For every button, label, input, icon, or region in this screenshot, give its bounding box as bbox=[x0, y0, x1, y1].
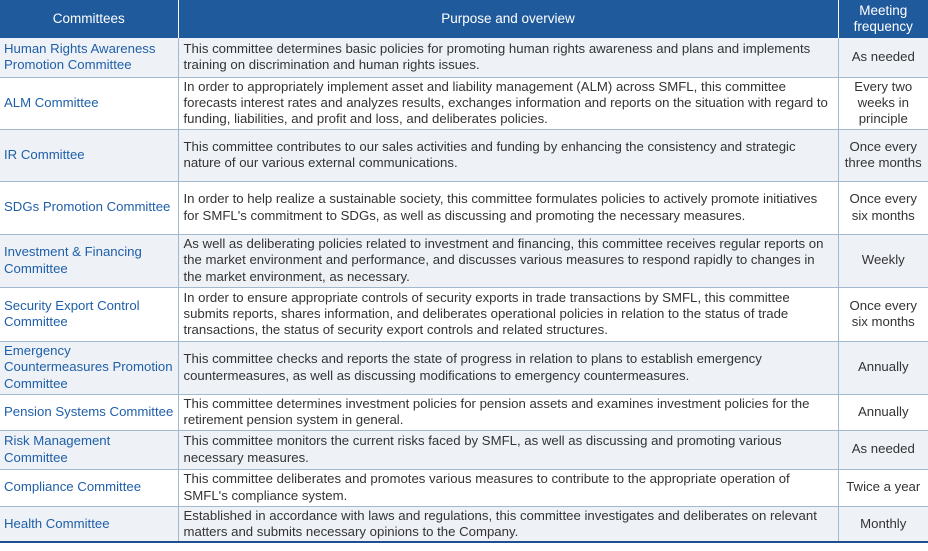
committee-purpose: This committee contributes to our sales activities and funding by enhancing the consistency and strategic nature of our various external communications. bbox=[178, 129, 838, 181]
table-row bbox=[0, 506, 928, 542]
meeting-frequency: Annually bbox=[838, 394, 928, 430]
meeting-frequency: As needed bbox=[838, 430, 928, 469]
meeting-frequency: As needed bbox=[838, 38, 928, 77]
committee-purpose: As well as deliberating policies related to investment and financing, this committee receives regular reports on the market environment and performance, and discusses various measures to respond rapidly to changes in the market environment, as necessary. bbox=[178, 234, 838, 287]
meeting-frequency: Once every six months bbox=[838, 181, 928, 234]
committee-purpose: This committee monitors the current risks faced by SMFL, as well as discussing and promoting various necessary measures. bbox=[178, 430, 838, 469]
header-purpose: Purpose and overview bbox=[178, 0, 838, 38]
committee-purpose: This committee determines investment policies for pension assets and examines investment policies for the retirement pension system in general. bbox=[178, 394, 838, 430]
header-committees: Committees bbox=[0, 0, 178, 38]
header-frequency: Meeting frequency bbox=[838, 0, 928, 38]
committee-name: Risk Management Committee bbox=[0, 430, 178, 469]
meeting-frequency: Once every six months bbox=[838, 287, 928, 341]
table-row bbox=[0, 394, 928, 430]
committee-purpose: In order to appropriately implement asset and liability management (ALM) across SMFL, this committee forecasts interest rates and analyzes results, exchanges information and reports on the situation with regard to funding, liabilities, and profit and loss, and deliberates policies. bbox=[178, 77, 838, 129]
table-row bbox=[0, 469, 928, 506]
committee-purpose: Established in accordance with laws and regulations, this committee investigates and deliberates on relevant matters and submits necessary opinions to the Company. bbox=[178, 506, 838, 542]
committee-name: ALM Committee bbox=[0, 77, 178, 129]
committee-purpose: This committee deliberates and promotes various measures to contribute to the appropriate operation of SMFL's compliance system. bbox=[178, 469, 838, 506]
committee-name: Compliance Committee bbox=[0, 469, 178, 506]
committee-purpose: In order to ensure appropriate controls of security exports in trade transactions by SMFL, this committee submits reports, shares information, and deliberates operational policies in relation to the status of trade transactions, the status of security export controls and related structures. bbox=[178, 287, 838, 341]
table-row bbox=[0, 430, 928, 469]
committee-name: Investment & Financing Committee bbox=[0, 234, 178, 287]
committee-name: Human Rights Awareness Promotion Committee bbox=[0, 38, 178, 77]
committee-purpose: In order to help realize a sustainable society, this committee formulates policies to actively promote initiatives for SMFL's commitment to SDGs, as well as discussing and promoting the necessary measures. bbox=[178, 181, 838, 234]
meeting-frequency: Monthly bbox=[838, 506, 928, 542]
committee-name: Pension Systems Committee bbox=[0, 394, 178, 430]
table-row bbox=[0, 77, 928, 129]
meeting-frequency: Annually bbox=[838, 341, 928, 394]
committee-purpose: This committee checks and reports the state of progress in relation to plans to establish emergency countermeasures, as well as discussing modifications to emergency countermeasures. bbox=[178, 341, 838, 394]
committee-name: Emergency Countermeasures Promotion Committee bbox=[0, 341, 178, 394]
table-row bbox=[0, 38, 928, 77]
table-row bbox=[0, 129, 928, 181]
meeting-frequency: Once every three months bbox=[838, 129, 928, 181]
table-header-row bbox=[0, 0, 928, 38]
table-row bbox=[0, 234, 928, 287]
table-row bbox=[0, 181, 928, 234]
committee-purpose: This committee determines basic policies for promoting human rights awareness and plans and implements training on discrimination and human rights issues. bbox=[178, 38, 838, 77]
committee-name: Security Export Control Committee bbox=[0, 287, 178, 341]
committee-name: Health Committee bbox=[0, 506, 178, 542]
meeting-frequency: Twice a year bbox=[838, 469, 928, 506]
table-row bbox=[0, 341, 928, 394]
meeting-frequency: Every two weeks in principle bbox=[838, 77, 928, 129]
committee-name: IR Committee bbox=[0, 129, 178, 181]
meeting-frequency: Weekly bbox=[838, 234, 928, 287]
committee-name: SDGs Promotion Committee bbox=[0, 181, 178, 234]
table-row bbox=[0, 287, 928, 341]
